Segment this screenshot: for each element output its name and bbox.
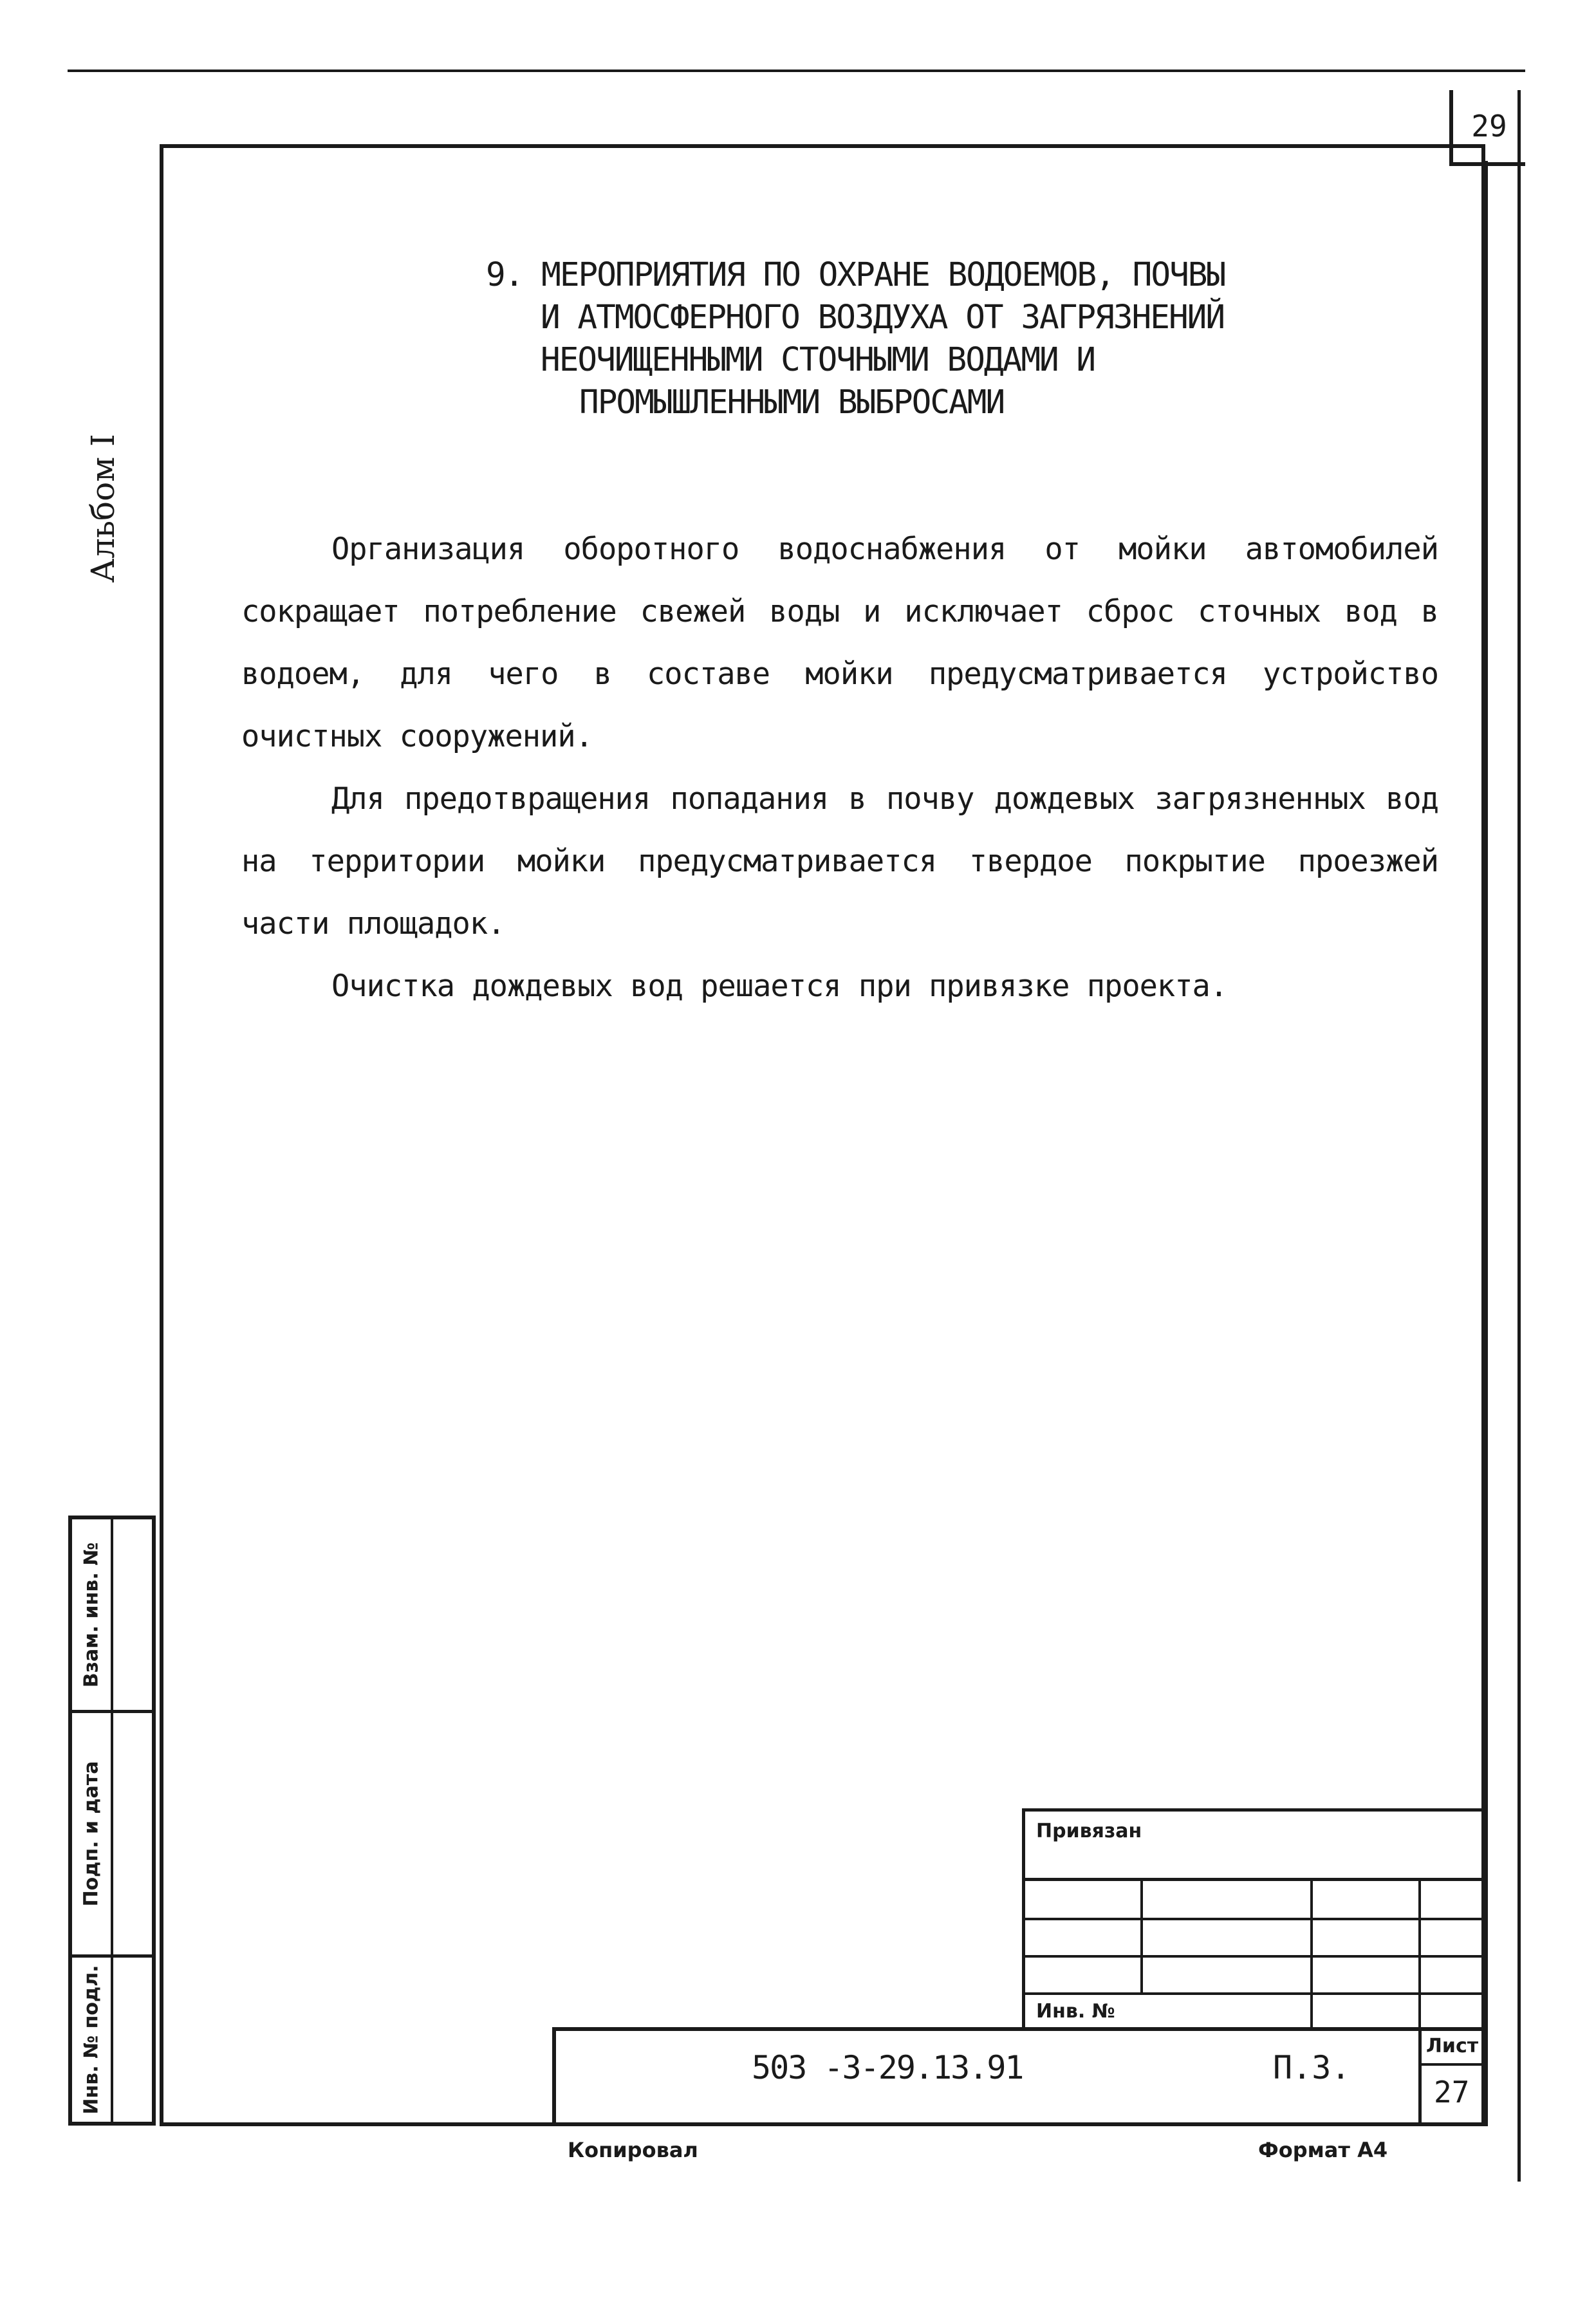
side-stamp-cell-orig-inv: Инв. № подл. (80, 1965, 103, 2115)
title-block-main-top (552, 2027, 1484, 2031)
binding-grid-col-2 (1310, 1878, 1313, 2027)
binding-grid (1022, 1808, 1484, 2027)
section-code: П.3. (1273, 2049, 1351, 2086)
binding-grid-col-3 (1418, 1878, 1421, 2027)
binding-grid-row-2 (1022, 1918, 1484, 1920)
format-label: Формат А4 (1258, 2138, 1388, 2162)
binding-grid-row-1 (1022, 1878, 1484, 1881)
sheet-cell-left (1418, 2027, 1422, 2126)
sheet-cell-divider (1418, 2063, 1484, 2066)
paragraph-3: Очистка дождевых вод решается при привязке проекта. (331, 969, 1228, 1004)
bound-label: Привязан (1036, 1820, 1142, 1842)
binding-grid-top (1022, 1808, 1484, 1812)
binding-grid-col-1 (1140, 1878, 1143, 1994)
document-code: 503 -3-29.13.91 (752, 2049, 1023, 2086)
page-number: 29 (1449, 90, 1525, 166)
body-text (241, 518, 1438, 1017)
title-block-main-left (552, 2027, 556, 2126)
heading-line-2: И АТМОСФЕРНОГО ВОЗДУХА ОТ ЗАГРЯЗНЕНИЙ (541, 299, 1225, 337)
side-stamp (68, 1516, 156, 2126)
heading-line-4: ПРОМЫШЛЕННЫМИ ВЫБРОСАМИ (579, 384, 1005, 422)
album-label (55, 405, 151, 611)
copied-label: Копировал (568, 2138, 698, 2162)
side-stamp-cell-sign-date: Подп. и дата (80, 1761, 103, 1907)
right-margin-line (1517, 90, 1521, 2182)
side-stamp-cell-replace-inv: Взам. инв. № (80, 1542, 103, 1687)
binding-grid-row-3 (1022, 1955, 1484, 1958)
top-rule (68, 70, 1525, 72)
paragraph-1: Организация оборотного водоснабжения от мойки автомобилей сокращает потребление свежей воды и исключает сброс сточных вод в водоем, для чего в составе мойки предусматривается устройство очистных сооружений. (241, 532, 1438, 754)
title-block-main (552, 2027, 1484, 2126)
heading-line-1: 9. МЕРОПРИЯТИЯ ПО ОХРАНЕ ВОДОЕМОВ, ПОЧВЫ (486, 256, 1225, 294)
sheet-label: Лист (1426, 2035, 1479, 2057)
heading-line-3: НЕОЧИЩЕННЫМИ СТОЧНЫМИ ВОДАМИ И (541, 341, 1095, 379)
side-stamp-divider-vertical (111, 1519, 113, 2122)
section-heading (450, 254, 1416, 424)
paragraph-2: Для предотвращения попадания в почву дождевых загрязненных вод на территории мойки предусматривается твердое покрытие проезжей части площадок. (241, 781, 1438, 941)
album-label-text: Альбом I (84, 434, 122, 583)
binding-grid-row-4 (1022, 1992, 1484, 1995)
sheet-number: 27 (1434, 2075, 1470, 2109)
inv-label: Инв. № (1036, 2000, 1115, 2023)
